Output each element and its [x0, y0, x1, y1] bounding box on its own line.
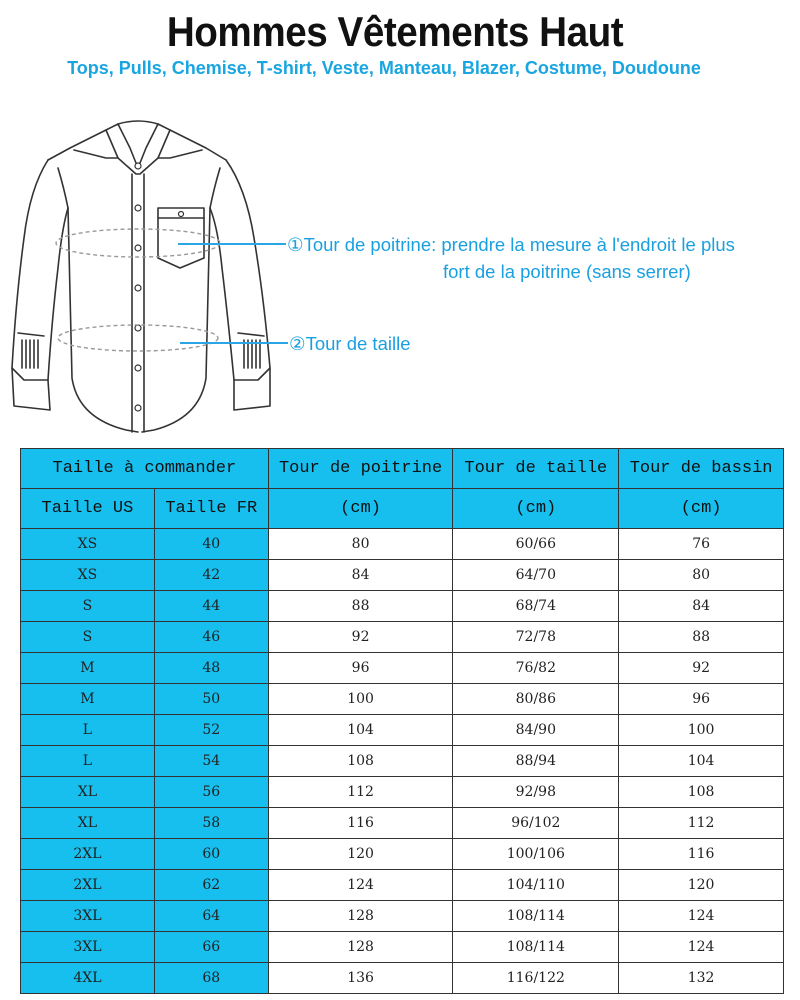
cell-chest: 80 — [268, 529, 453, 560]
cell-fr-size: 56 — [154, 777, 268, 808]
cell-waist: 96/102 — [453, 808, 619, 839]
cell-chest: 104 — [268, 715, 453, 746]
cell-waist: 64/70 — [453, 560, 619, 591]
cell-us-size: XL — [21, 777, 155, 808]
cell-fr-size: 66 — [154, 932, 268, 963]
cell-us-size: L — [21, 746, 155, 777]
cell-waist: 84/90 — [453, 715, 619, 746]
cell-chest: 96 — [268, 653, 453, 684]
cell-waist: 108/114 — [453, 901, 619, 932]
cell-fr-size: 60 — [154, 839, 268, 870]
table-row — [21, 560, 784, 591]
page-title: Hommes Vêtements Haut — [166, 8, 624, 55]
table-row — [21, 529, 784, 560]
cell-waist: 100/106 — [453, 839, 619, 870]
cell-hip: 104 — [619, 746, 784, 777]
waist-pointer-line — [180, 342, 288, 344]
cell-hip: 124 — [619, 901, 784, 932]
cell-waist: 116/122 — [453, 963, 619, 994]
cell-waist: 68/74 — [453, 591, 619, 622]
cell-hip: 124 — [619, 932, 784, 963]
cell-chest: 116 — [268, 808, 453, 839]
table-row — [21, 653, 784, 684]
cell-fr-size: 50 — [154, 684, 268, 715]
header-us-size: Taille US — [21, 489, 155, 529]
cell-chest: 124 — [268, 870, 453, 901]
cell-hip: 112 — [619, 808, 784, 839]
cell-waist: 60/66 — [453, 529, 619, 560]
cell-us-size: 2XL — [21, 839, 155, 870]
cell-us-size: 3XL — [21, 901, 155, 932]
chest-annotation-cont: fort de la poitrine (sans serrer) — [443, 261, 691, 282]
cell-us-size: XL — [21, 808, 155, 839]
page-subtitle: Tops, Pulls, Chemise, T-shirt, Veste, Manteau, Blazer, Costume, Doudoune — [67, 58, 701, 78]
cell-waist: 92/98 — [453, 777, 619, 808]
cell-hip: 88 — [619, 622, 784, 653]
cell-chest: 112 — [268, 777, 453, 808]
cell-hip: 120 — [619, 870, 784, 901]
table-row — [21, 963, 784, 994]
cell-us-size: XS — [21, 560, 155, 591]
table-row — [21, 591, 784, 622]
shirt-illustration — [8, 118, 278, 443]
cell-fr-size: 52 — [154, 715, 268, 746]
header-fr-size: Taille FR — [154, 489, 268, 529]
cell-fr-size: 40 — [154, 529, 268, 560]
cell-fr-size: 42 — [154, 560, 268, 591]
table-row — [21, 932, 784, 963]
cell-us-size: 2XL — [21, 870, 155, 901]
cell-chest: 92 — [268, 622, 453, 653]
cell-chest: 84 — [268, 560, 453, 591]
cell-fr-size: 64 — [154, 901, 268, 932]
cell-hip: 132 — [619, 963, 784, 994]
chest-pointer-line — [178, 243, 286, 245]
cell-chest: 128 — [268, 901, 453, 932]
header-chest: Tour de poitrine — [268, 449, 453, 489]
cell-us-size: M — [21, 653, 155, 684]
cell-us-size: S — [21, 591, 155, 622]
cell-waist: 104/110 — [453, 870, 619, 901]
header-waist: Tour de taille — [453, 449, 619, 489]
cell-fr-size: 48 — [154, 653, 268, 684]
table-row — [21, 715, 784, 746]
cell-us-size: L — [21, 715, 155, 746]
cell-us-size: S — [21, 622, 155, 653]
cell-chest: 100 — [268, 684, 453, 715]
cell-fr-size: 46 — [154, 622, 268, 653]
header-waist-unit: (cm) — [453, 489, 619, 529]
cell-chest: 136 — [268, 963, 453, 994]
cell-hip: 108 — [619, 777, 784, 808]
cell-fr-size: 44 — [154, 591, 268, 622]
cell-chest: 120 — [268, 839, 453, 870]
cell-hip: 76 — [619, 529, 784, 560]
cell-fr-size: 62 — [154, 870, 268, 901]
cell-us-size: M — [21, 684, 155, 715]
table-row — [21, 746, 784, 777]
cell-hip: 96 — [619, 684, 784, 715]
cell-fr-size: 68 — [154, 963, 268, 994]
cell-waist: 76/82 — [453, 653, 619, 684]
cell-hip: 116 — [619, 839, 784, 870]
table-row — [21, 901, 784, 932]
header-chest-unit: (cm) — [268, 489, 453, 529]
cell-chest: 128 — [268, 932, 453, 963]
cell-hip: 92 — [619, 653, 784, 684]
table-row — [21, 684, 784, 715]
chest-annotation: ①Tour de poitrine: prendre la mesure à l'endroit le plus — [287, 234, 735, 255]
cell-us-size: 4XL — [21, 963, 155, 994]
cell-us-size: XS — [21, 529, 155, 560]
header-hip: Tour de bassin — [619, 449, 784, 489]
cell-chest: 88 — [268, 591, 453, 622]
cell-waist: 88/94 — [453, 746, 619, 777]
cell-waist: 108/114 — [453, 932, 619, 963]
table-subheader-row — [21, 489, 784, 529]
waist-annotation: ②Tour de taille — [289, 333, 411, 354]
cell-us-size: 3XL — [21, 932, 155, 963]
cell-fr-size: 58 — [154, 808, 268, 839]
table-header-row — [21, 449, 784, 489]
header-hip-unit: (cm) — [619, 489, 784, 529]
table-row — [21, 808, 784, 839]
cell-chest: 108 — [268, 746, 453, 777]
table-row — [21, 839, 784, 870]
cell-hip: 100 — [619, 715, 784, 746]
size-table — [20, 448, 784, 994]
cell-waist: 72/78 — [453, 622, 619, 653]
cell-waist: 80/86 — [453, 684, 619, 715]
cell-hip: 80 — [619, 560, 784, 591]
table-row — [21, 777, 784, 808]
header-order-size: Taille à commander — [21, 449, 269, 489]
cell-fr-size: 54 — [154, 746, 268, 777]
table-row — [21, 622, 784, 653]
cell-hip: 84 — [619, 591, 784, 622]
table-row — [21, 870, 784, 901]
